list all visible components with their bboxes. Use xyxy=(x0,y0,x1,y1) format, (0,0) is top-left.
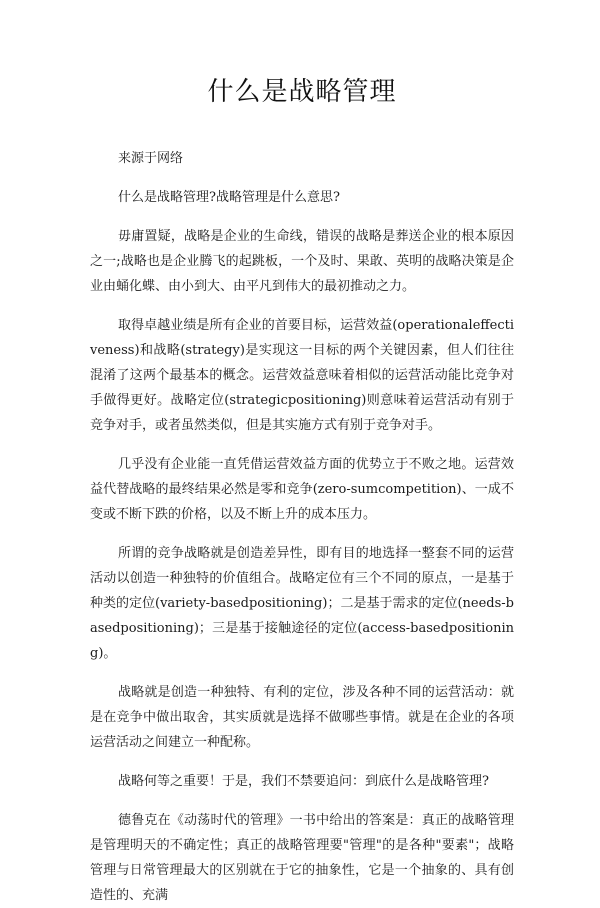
paragraph-strategy-question: 战略何等之重要！于是，我们不禁要追问：到底什么是战略管理? xyxy=(118,774,489,789)
paragraph-competitive-strategy: 所谓的竞争战略就是创造差异性，即有目的地选择一整套不同的运营活动以创造一种独特的价值组合。战略定位有三个不同的原点，一是基于种类的定位(variety-basedpositioning)；二是基于需求的定位(needs-basedpositioning)；三是基于接触途径的定位(access-basedpositioning)。 xyxy=(90,546,514,661)
source-line: 来源于网络 xyxy=(118,151,184,166)
paragraph-operational-effectiveness: 取得卓越业绩是所有企业的首要目标，运营效益(operationaleffectiveness)和战略(strategy)是实现这一目标的两个关键因素，但人们往往混淆了这两个最基本的概念。运营效益意味着相似的运营活动能比竞争对手做得更好。战略定位(strategicpositioning)则意味着运营活动有别于竞争对手，或者虽然类似，但是其实施方式有别于竞争对手。 xyxy=(90,318,514,433)
paragraph-zero-sum-competition: 几乎没有企业能一直凭借运营效益方面的优势立于不败之地。运营效益代替战略的最终结果必然是零和竞争(zero-sumcompetition)、一成不变或不断下跌的价格，以及不断上升的成本压力。 xyxy=(90,457,514,522)
paragraph-strategic-positioning: 战略就是创造一种独特、有利的定位，涉及各种不同的运营活动：就是在竞争中做出取舍，其实质就是选择不做哪些事情。就是在企业的各项运营活动之间建立一种配称。 xyxy=(90,685,514,750)
paragraph-question: 什么是战略管理?战略管理是什么意思? xyxy=(118,190,340,205)
paragraph-importance: 毋庸置疑，战略是企业的生命线，错误的战略是葬送企业的根本原因之一;战略也是企业腾飞的起跳板，一个及时、果敢、英明的战略决策是企业由蛹化蝶、由小到大、由平凡到伟大的最初推动之力。 xyxy=(90,229,514,294)
document-title: 什么是战略管理 xyxy=(207,77,397,107)
paragraph-drucker: 德鲁克在《动荡时代的管理》一书中给出的答案是：真正的战略管理是管理明天的不确定性；真正的战略管理要"管理"的是各种"要素"；战略管理与日常管理最大的区别就在于它的抽象性，它是一个抽象的、具有创造性的、充满 xyxy=(90,813,514,903)
